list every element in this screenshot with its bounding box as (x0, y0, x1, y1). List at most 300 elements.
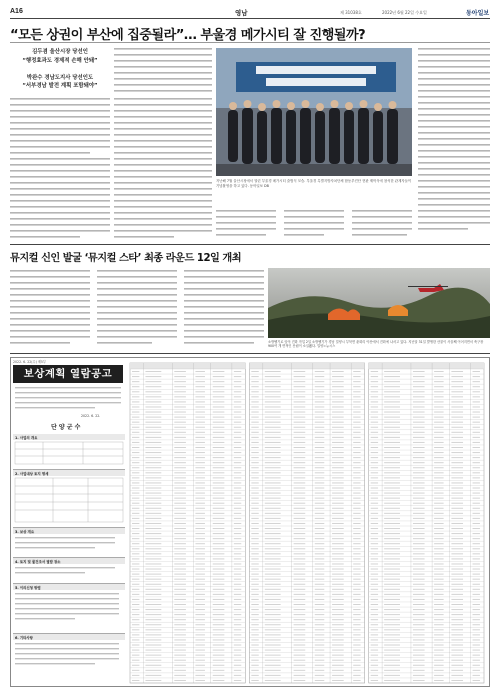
grid-cell-text (371, 442, 378, 443)
grid-cell-text (294, 584, 306, 585)
grid-cell-text (234, 523, 241, 524)
grid-cell-text (332, 589, 344, 590)
grid-cell-text (413, 457, 425, 458)
grid-cell-text (451, 680, 463, 681)
grid-cell-text (132, 406, 139, 407)
grid-cell-text (213, 386, 225, 387)
grid-cell-text (294, 609, 306, 610)
grid-cell-text (371, 457, 378, 458)
grid-cell-text (315, 614, 325, 615)
grid-cell-text (174, 401, 186, 402)
grid-cell-text (384, 498, 400, 499)
grid-cell-text (315, 493, 325, 494)
grid-cell-text (384, 472, 400, 473)
grid-cell-text (213, 680, 225, 681)
grid-cell-text (451, 645, 463, 646)
grid-cell-text (265, 629, 281, 630)
grid-cell-text (294, 639, 306, 640)
grid-cell-text (294, 452, 306, 453)
grid-cell-text (174, 386, 186, 387)
grid-cell-text (174, 528, 186, 529)
grid-cell-text (265, 543, 281, 544)
grid-cell-text (434, 670, 444, 671)
grid-cell-text (195, 371, 205, 372)
grid-cell-text (371, 432, 378, 433)
grid-cell-text (234, 675, 241, 676)
grid-cell-text (353, 401, 360, 402)
grid-cell-text (132, 538, 139, 539)
grid-cell-text (413, 437, 425, 438)
grid-cell-text (315, 624, 325, 625)
grid-cell-text (265, 457, 281, 458)
grid-cell-text (371, 609, 378, 610)
grid-cell-text (413, 518, 425, 519)
grid-cell-text (451, 528, 463, 529)
grid-cell-text (294, 412, 306, 413)
grid-cell-text (315, 447, 325, 448)
grid-cell-text (234, 563, 241, 564)
grid-cell-text (332, 639, 344, 640)
grid-cell-text (294, 533, 306, 534)
musical-headline: 뮤지컬 신인 발굴 ‘뮤지컬 스타’ 최종 라운드 12일 개최 (10, 253, 242, 264)
grid-cell-text (384, 574, 400, 575)
grid-cell-text (451, 558, 463, 559)
grid-cell-text (132, 432, 139, 433)
grid-cell-text (413, 624, 425, 625)
lead-body-col-3 (216, 210, 412, 240)
grid-cell-text (473, 624, 480, 625)
grid-cell-text (473, 660, 480, 661)
grid-cell-text (384, 523, 400, 524)
grid-cell-text (315, 477, 325, 478)
grid-cell-text (195, 442, 205, 443)
lead-subhead-3: 박완수 경남도지사 당선인도 (26, 74, 94, 81)
grid-cell-text (265, 513, 281, 514)
grid-cell-text (332, 412, 344, 413)
grid-header (369, 363, 484, 369)
grid-cell-text (265, 462, 281, 463)
grid-cell-text (213, 508, 225, 509)
grid-cell-text (132, 467, 139, 468)
grid-cell-text (353, 624, 360, 625)
grid-cell-text (265, 584, 281, 585)
grid-cell-text (294, 467, 306, 468)
grid-cell-text (315, 538, 325, 539)
grid-cell-text (145, 427, 161, 428)
grid-cell-text (174, 472, 186, 473)
grid-cell-text (213, 452, 225, 453)
grid-cell-text (473, 680, 480, 681)
grid-cell-text (413, 629, 425, 630)
grid-cell-text (234, 650, 241, 651)
grid-cell-text (145, 498, 161, 499)
grid-cell-text (451, 670, 463, 671)
grid-cell-text (371, 376, 378, 377)
grid-cell-text (145, 528, 161, 529)
grid-cell-text (174, 563, 186, 564)
grid-cell-text (195, 584, 205, 585)
grid-cell-text (332, 660, 344, 661)
grid-cell-text (195, 619, 205, 620)
grid-cell-text (174, 457, 186, 458)
grid-cell-text (234, 660, 241, 661)
grid-cell-text (434, 477, 444, 478)
grid-cell-text (371, 584, 378, 585)
grid-cell-text (315, 518, 325, 519)
grid-cell-text (473, 493, 480, 494)
grid-cell-text (451, 396, 463, 397)
grid-cell-text (174, 619, 186, 620)
grid-cell-text (371, 467, 378, 468)
grid-cell-text (251, 639, 258, 640)
text-lines (15, 387, 121, 413)
grid-cell-text (332, 584, 344, 585)
grid-cell-text (174, 442, 186, 443)
grid-cell-text (234, 412, 241, 413)
grid-cell-text (371, 538, 378, 539)
grid-cell-text (434, 371, 444, 372)
grid-cell-text (265, 488, 281, 489)
grid-cell-text (294, 482, 306, 483)
grid-cell-text (174, 482, 186, 483)
grid-cell-text (473, 498, 480, 499)
grid-cell-text (332, 381, 344, 382)
grid-cell-text (434, 518, 444, 519)
grid-cell-text (195, 432, 205, 433)
grid-cell-text (265, 553, 281, 554)
grid-cell-text (145, 543, 161, 544)
grid-cell-text (451, 477, 463, 478)
grid-cell-text (371, 371, 378, 372)
notice-tag: 2022. 6. 22(수) 제5부 (13, 360, 47, 364)
grid-cell-text (434, 563, 444, 564)
grid-cell-text (413, 406, 425, 407)
grid-cell-text (145, 680, 161, 681)
grid-cell-text (473, 614, 480, 615)
lead-headline: “모든 상권이 부산에 집중될라”… 부울경 메가시티 잘 진행될까? (10, 28, 366, 43)
grid-cell-text (315, 528, 325, 529)
grid-cell-text (353, 670, 360, 671)
grid-cell-text (265, 563, 281, 564)
grid-cell-text (234, 589, 241, 590)
grid-cell-text (315, 594, 325, 595)
grid-cell-text (251, 523, 258, 524)
section-1 (13, 434, 125, 470)
grid-cell-text (451, 639, 463, 640)
grid-cell-text (332, 569, 344, 570)
grid-cell-text (265, 396, 281, 397)
grid-cell-text (434, 488, 444, 489)
grid-cell-text (145, 538, 161, 539)
grid-cell-text (294, 457, 306, 458)
grid-cell-text (213, 543, 225, 544)
grid-cell-text (294, 432, 306, 433)
grid-cell-text (371, 528, 378, 529)
grid-cell-text (473, 442, 480, 443)
grid-cell-text (234, 579, 241, 580)
grid-cell-text (332, 472, 344, 473)
grid-cell-text (451, 533, 463, 534)
grid-cell-text (251, 548, 258, 549)
grid-cell-text (315, 457, 325, 458)
grid-cell-text (332, 680, 344, 681)
grid-cell-text (434, 660, 444, 661)
grid-cell-text (234, 629, 241, 630)
grid-cell-text (213, 422, 225, 423)
grid-cell-text (294, 589, 306, 590)
grid-cell-text (451, 503, 463, 504)
grid-cell-text (174, 553, 186, 554)
grid-cell-text (213, 467, 225, 468)
grid-cell-text (145, 584, 161, 585)
grid-cell-text (332, 599, 344, 600)
grid-cell-text (132, 670, 139, 671)
grid-cell-text (265, 624, 281, 625)
grid-cell-text (195, 376, 205, 377)
grid-cell-text (213, 660, 225, 661)
grid-cell-text (265, 493, 281, 494)
grid-cell-text (294, 523, 306, 524)
grid-cell-text (473, 639, 480, 640)
grid-cell-text (332, 604, 344, 605)
grid-cell-text (265, 594, 281, 595)
grid-cell-text (132, 386, 139, 387)
grid-cell-text (413, 477, 425, 478)
grid-cell-text (213, 457, 225, 458)
grid-cell-text (251, 645, 258, 646)
grid-cell-text (473, 670, 480, 671)
grid-cell-text (265, 371, 281, 372)
grid-cell-text (145, 518, 161, 519)
grid-cell-text (132, 427, 139, 428)
grid-cell-text (174, 452, 186, 453)
grid-cell-text (174, 493, 186, 494)
grid-cell-text (251, 467, 258, 468)
grid-cell-text (434, 614, 444, 615)
grid-cell-text (213, 513, 225, 514)
wildfire-caption: 소방헬기로 임야 진화 작업 2일 소방헬기가 경남 밀양시 부북면 춘화리 야산에서 진화에 나서고 있다. 지난달 31일 발생한 산불이 사흘째 이어지면서 축구장 900여 개 면적인 산림이 소실됐다. 밀양=뉴시스 (268, 340, 484, 349)
grid-cell-text (371, 579, 378, 580)
issue-date: 2022년 6월 22일 수요일 (382, 9, 427, 15)
grid-cell-text (332, 488, 344, 489)
grid-cell-text (332, 614, 344, 615)
grid-cell-text (384, 462, 400, 463)
grid-cell-text (332, 629, 344, 630)
grid-cell-text (265, 508, 281, 509)
grid-cell-text (353, 675, 360, 676)
grid-cell-text (413, 447, 425, 448)
grid-cell-text (451, 498, 463, 499)
grid-cell-text (174, 508, 186, 509)
grid-cell-text (451, 553, 463, 554)
grid-cell-text (451, 604, 463, 605)
grid-cell-text (174, 467, 186, 468)
grid-cell-text (145, 609, 161, 610)
grid-cell-text (451, 609, 463, 610)
grid-cell-text (195, 558, 205, 559)
grid-cell-text (384, 503, 400, 504)
grid-cell-text (451, 493, 463, 494)
grid-cell-text (332, 386, 344, 387)
grid-cell-text (251, 432, 258, 433)
grid-cell-text (145, 639, 161, 640)
grid-cell-text (195, 523, 205, 524)
grid-cell-text (145, 558, 161, 559)
grid-cell-text (434, 639, 444, 640)
grid-cell-text (145, 645, 161, 646)
grid-cell-text (265, 447, 281, 448)
grid-cell-text (353, 569, 360, 570)
grid-cell-text (213, 579, 225, 580)
grid-cell-text (315, 675, 325, 676)
grid-cell-text (234, 553, 241, 554)
grid-cell-text (145, 624, 161, 625)
grid-cell-text (434, 543, 444, 544)
grid-cell-text (132, 523, 139, 524)
grid-cell-text (353, 488, 360, 489)
grid-cell-text (195, 548, 205, 549)
grid-cell-text (371, 406, 378, 407)
grid-cell-text (332, 432, 344, 433)
lead-body-col-4 (418, 48, 490, 240)
grid-cell-text (353, 513, 360, 514)
grid-cell-text (371, 472, 378, 473)
grid-cell-text (353, 462, 360, 463)
grid-cell-text (434, 447, 444, 448)
grid-cell-text (294, 579, 306, 580)
grid-cell-text (265, 498, 281, 499)
grid-cell-text (332, 371, 344, 372)
grid-cell-text (265, 432, 281, 433)
grid-cell-text (251, 493, 258, 494)
grid-cell-text (195, 594, 205, 595)
grid-cell-text (265, 609, 281, 610)
grid-cell-text (174, 437, 186, 438)
grid-cell-text (413, 472, 425, 473)
grid-cell-text (413, 412, 425, 413)
grid-cell-text (251, 634, 258, 635)
grid-cell-text (195, 381, 205, 382)
grid-cell-text (234, 457, 241, 458)
grid-cell-text (413, 493, 425, 494)
grid-cell-text (195, 599, 205, 600)
grid-cell-text (451, 401, 463, 402)
grid-cell-text (451, 548, 463, 549)
grid-cell-text (294, 462, 306, 463)
grid-cell-text (473, 569, 480, 570)
grid-cell-text (213, 391, 225, 392)
grid-cell-text (195, 498, 205, 499)
grid-cell-text (473, 427, 480, 428)
grid-cell-text (413, 442, 425, 443)
grid-cell-text (145, 472, 161, 473)
grid-cell-text (132, 563, 139, 564)
grid-cell-text (473, 417, 480, 418)
grid-cell-text (413, 634, 425, 635)
grid-cell-text (451, 472, 463, 473)
grid-cell-text (371, 604, 378, 605)
grid-cell-text (353, 528, 360, 529)
grid-cell-text (451, 482, 463, 483)
grid-cell-text (384, 548, 400, 549)
grid-cell-text (132, 493, 139, 494)
grid-cell-text (384, 538, 400, 539)
grid-cell-text (234, 538, 241, 539)
grid-cell-text (315, 634, 325, 635)
grid-cell-text (451, 452, 463, 453)
text-lines (114, 98, 212, 240)
grid-cell-text (195, 503, 205, 504)
grid-cell-text (413, 589, 425, 590)
grid-cell-text (145, 401, 161, 402)
grid-cell-text (353, 503, 360, 504)
musical-body (10, 270, 264, 350)
grid-cell-text (132, 680, 139, 681)
grid-cell-text (251, 569, 258, 570)
grid-cell-text (434, 645, 444, 646)
grid-cell-text (332, 442, 344, 443)
grid-cell-text (332, 558, 344, 559)
grid-cell-text (251, 553, 258, 554)
grid-cell-text (315, 639, 325, 640)
grid-cell-text (434, 634, 444, 635)
grid-cell-text (213, 563, 225, 564)
grid-cell-text (371, 589, 378, 590)
section-divider-1 (10, 244, 490, 245)
grid-cell-text (315, 513, 325, 514)
grid-cell-text (265, 376, 281, 377)
grid-cell-text (294, 670, 306, 671)
grid-cell-text (294, 548, 306, 549)
grid-cell-text (251, 396, 258, 397)
grid-cell-text (371, 482, 378, 483)
grid-cell-text (294, 553, 306, 554)
grid-cell-text (145, 619, 161, 620)
text-lines (13, 534, 125, 556)
grid-cell-text (174, 518, 186, 519)
grid-cell-text (145, 477, 161, 478)
grid-cell-text (451, 569, 463, 570)
grid-cell-text (451, 563, 463, 564)
grid-cell-text (315, 523, 325, 524)
grid-cell-text (174, 488, 186, 489)
grid-cell-text (315, 589, 325, 590)
grid-cell-text (213, 518, 225, 519)
lead-photo-caption: 지난해 7월 울산시청에서 열린 부울경 메가시티 출범식 모습. 부울경 특별지방자치단체 합동추진단 현판 제막식에 참석한 관계자들이 기념촬영을 하고 있다. 동아일보 DB (216, 179, 412, 188)
grid-cell-text (234, 452, 241, 453)
grid-cell-text (332, 528, 344, 529)
grid-cell-text (384, 569, 400, 570)
grid-cell-text (132, 650, 139, 651)
grid-cell-text (353, 655, 360, 656)
grid-cell-text (234, 488, 241, 489)
grid-cell-text (434, 558, 444, 559)
lead-subheads (10, 48, 110, 91)
grid-cell-text (384, 417, 400, 418)
grid-cell-text (315, 412, 325, 413)
grid-cell-text (434, 589, 444, 590)
grid-cell-text (371, 629, 378, 630)
grid-cell-text (353, 467, 360, 468)
grid-cell-text (265, 660, 281, 661)
grid-cell-text (353, 619, 360, 620)
grid-cell-text (195, 629, 205, 630)
grid-cell-text (451, 594, 463, 595)
grid-cell-text (294, 386, 306, 387)
grid-cell-text (451, 523, 463, 524)
grid-cell-text (251, 457, 258, 458)
section-3 (13, 528, 125, 558)
